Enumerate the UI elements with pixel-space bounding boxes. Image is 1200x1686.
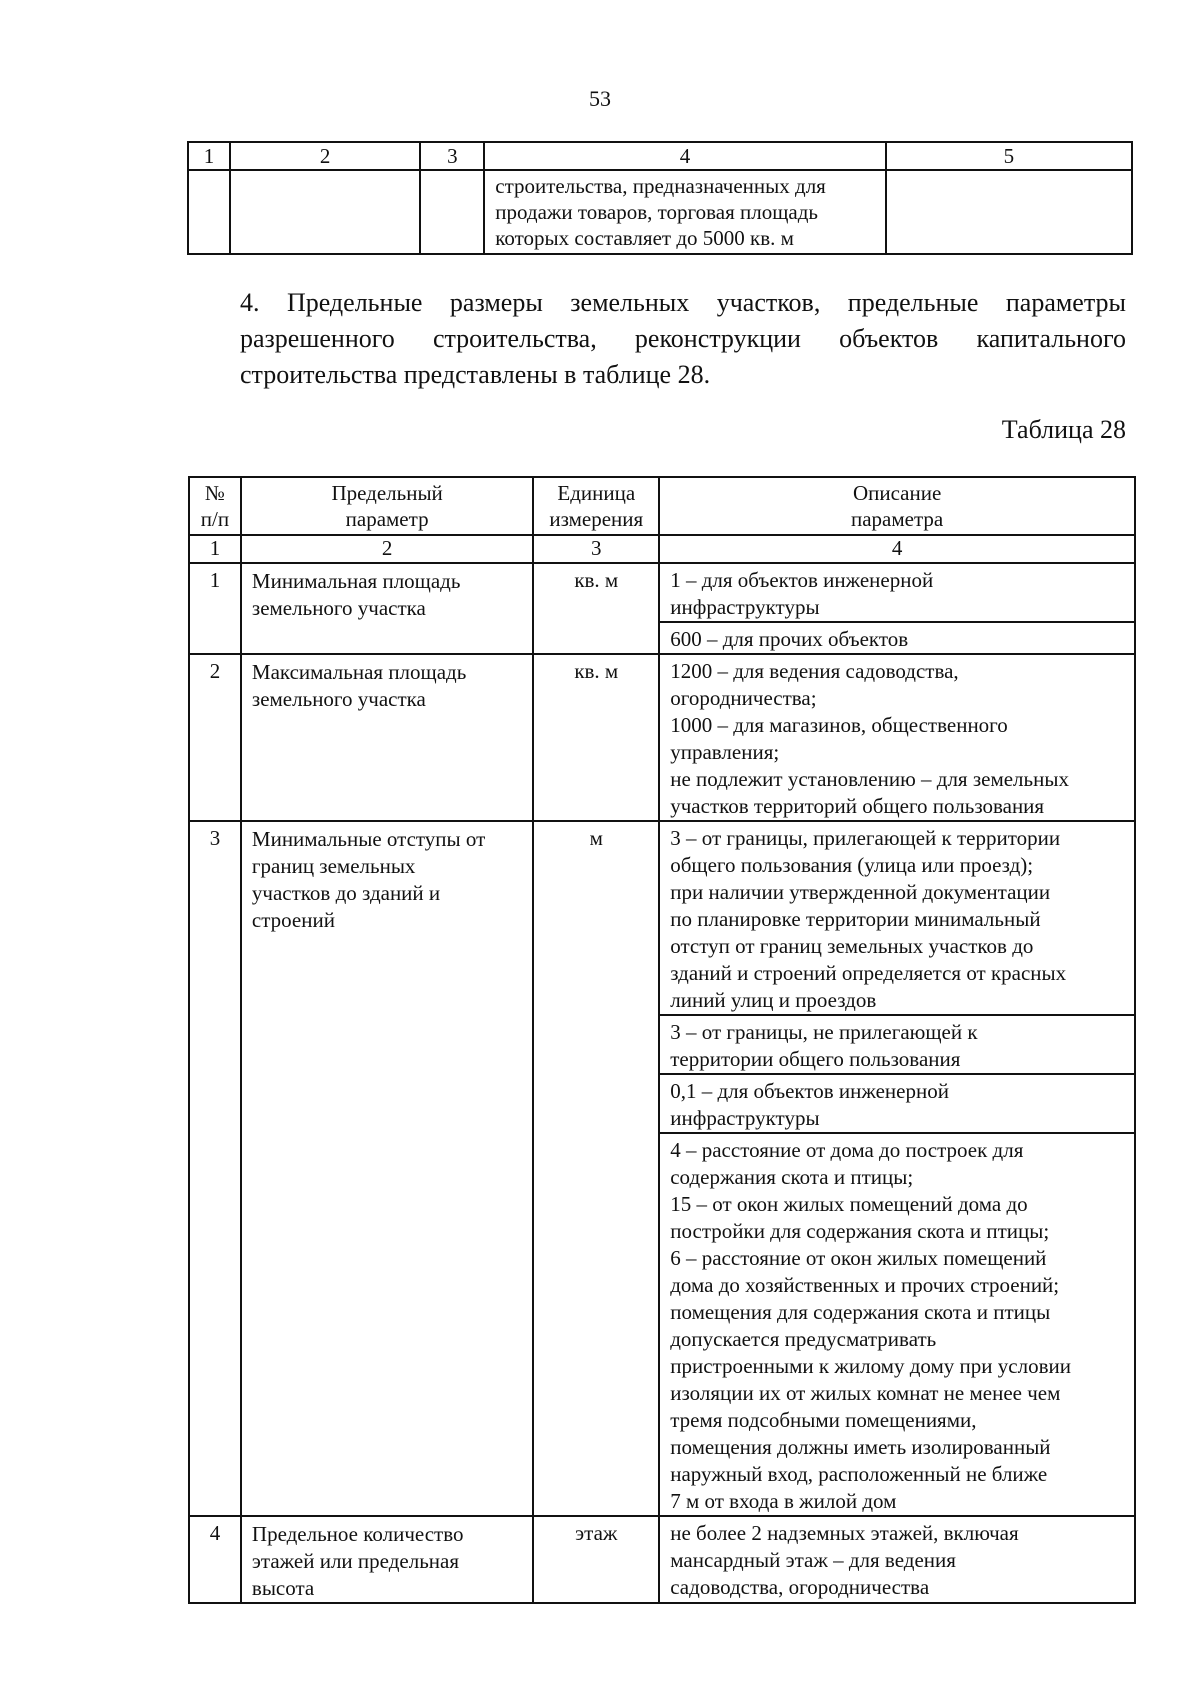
table-header-row [189, 477, 1135, 535]
param-name [241, 821, 533, 1516]
table-cell [484, 170, 885, 254]
description-block [660, 1134, 1134, 1515]
unit: кв. м [533, 654, 659, 821]
column-number-row [189, 535, 1135, 563]
description [659, 821, 1135, 1516]
column-number: 2 [241, 535, 533, 563]
text-line: Максимальная площадь [251, 660, 467, 684]
text-line: изоляции их от жилых комнат не менее чем [670, 1381, 1061, 1405]
text-line: земельного участка [251, 687, 426, 711]
text-line: строительства, предназначенных для [495, 174, 826, 198]
description [659, 654, 1135, 821]
param-name [241, 563, 533, 654]
text-line: территории общего пользования [670, 1047, 961, 1071]
text-line: управления; [670, 740, 780, 764]
unit: м [533, 821, 659, 1516]
row-number: 3 [189, 821, 241, 1516]
text-line: помещения должны иметь изолированный [670, 1435, 1051, 1459]
text-line: Минимальные отступы от [251, 827, 486, 851]
header-line: измерения [549, 507, 644, 531]
text-line: содержания скота и птицы; [670, 1165, 914, 1189]
text-line: 3 – от границы, прилегающей к территории [670, 826, 1061, 850]
row-number: 1 [189, 563, 241, 654]
cell-text [485, 171, 884, 251]
description [659, 563, 1135, 654]
text-line: Минимальная площадь [251, 569, 461, 593]
page-number: 53 [589, 86, 611, 111]
text-line: постройки для содержания скота и птицы; [670, 1219, 1050, 1243]
header-cell: 4 [484, 142, 885, 170]
row-number: 2 [189, 654, 241, 821]
text-line: 1200 – для ведения садоводства, [670, 659, 959, 683]
text-line: продажи товаров, торговая площадь [495, 200, 818, 224]
header-line: № [204, 481, 225, 505]
text-line: земельного участка [251, 596, 426, 620]
param-name [241, 654, 533, 821]
text-line: границ земельных [251, 854, 416, 878]
text-line: 7 м от входа в жилой дом [670, 1489, 897, 1513]
text-line: 6 – расстояние от окон жилых помещений [670, 1246, 1047, 1270]
description-block [660, 564, 1134, 623]
header-param [241, 477, 533, 535]
text-line: инфраструктуры [670, 1106, 820, 1130]
table-body [189, 563, 1135, 1603]
text-line: участков территорий общего пользования [670, 794, 1045, 818]
text-line: 15 – от окон жилых помещений дома до [670, 1192, 1028, 1216]
header-line: параметр [345, 507, 429, 531]
table-cell [886, 170, 1132, 254]
continuation-table [187, 141, 1133, 255]
text-line: инфраструктуры [670, 595, 820, 619]
description-block [660, 623, 1134, 653]
text-line: Предельное количество [251, 1522, 464, 1546]
header-cell: 2 [230, 142, 421, 170]
header-cell: 1 [188, 142, 230, 170]
text-line: по планировке территории минимальный [670, 907, 1041, 931]
text-line: садоводства, огородничества [670, 1575, 930, 1599]
param-name [241, 1516, 533, 1603]
table-row [189, 1516, 1135, 1603]
text-line: тремя подсобными помещениями, [670, 1408, 977, 1432]
text-line: наружный вход, расположенный не ближе [670, 1462, 1048, 1486]
description [659, 1516, 1135, 1603]
column-number: 1 [189, 535, 241, 563]
table-cell [230, 170, 421, 254]
text-line: дома до хозяйственных и прочих строений; [670, 1273, 1060, 1297]
text-line: линий улиц и проездов [670, 988, 877, 1012]
table-row [189, 821, 1135, 1516]
header-line: Единица [557, 481, 636, 505]
paragraph-text: 4. Предельные размеры земельных участков, предельные параметры разрешенного строительства, реконструкции объектов капитального строительства представлены в таблице 28. [240, 288, 1126, 389]
table-row [188, 170, 1132, 254]
table-row [189, 654, 1135, 821]
text-line: этажей или предельная [251, 1549, 459, 1573]
header-num [189, 477, 241, 535]
table-28 [188, 476, 1136, 1604]
table-cell [420, 170, 484, 254]
text-line: 4 – расстояние от дома до построек для [670, 1138, 1024, 1162]
text-line: общего пользования (улица или проезд); [670, 853, 1034, 877]
column-number: 3 [533, 535, 659, 563]
text-line: 1 – для объектов инженерной [670, 568, 934, 592]
text-line: 600 – для прочих объектов [670, 627, 909, 651]
column-number: 4 [659, 535, 1135, 563]
body-paragraph [176, 285, 1126, 393]
header-desc [659, 477, 1135, 535]
header-cell: 3 [420, 142, 484, 170]
text-line: допускается предусматривать [670, 1327, 937, 1351]
header-cell: 5 [886, 142, 1132, 170]
text-line: огородничества; [670, 686, 817, 710]
row-number: 4 [189, 1516, 241, 1603]
text-line: высота [251, 1576, 315, 1600]
text-line: не более 2 надземных этажей, включая [670, 1521, 1019, 1545]
text-line: 3 – от границы, не прилегающей к [670, 1020, 978, 1044]
table-row [189, 563, 1135, 654]
text-line: 0,1 – для объектов инженерной [670, 1079, 949, 1103]
text-line: при наличии утвержденной документации [670, 880, 1051, 904]
text-line: отступ от границ земельных участков до [670, 934, 1034, 958]
header-line: параметра [850, 507, 944, 531]
text-line: 1000 – для магазинов, общественного [670, 713, 1008, 737]
text-line: зданий и строений определяется от красных [670, 961, 1067, 985]
header-line: Предельный [331, 481, 443, 505]
header-line: Описание [852, 481, 942, 505]
description-block [660, 822, 1134, 1016]
description-block [660, 655, 1134, 820]
continuation-table-header [188, 142, 1132, 170]
unit: кв. м [533, 563, 659, 654]
description-block [660, 1075, 1134, 1134]
text-line: которых составляет до 5000 кв. м [495, 226, 794, 250]
text-line: не подлежит установлению – для земельных [670, 767, 1069, 791]
header-line: п/п [200, 507, 230, 531]
text-line: участков до зданий и [251, 881, 441, 905]
text-line: строений [251, 908, 335, 932]
text-line: пристроенными к жилому дому при условии [670, 1354, 1071, 1378]
header-unit [533, 477, 659, 535]
description-block [660, 1016, 1134, 1075]
text-line: мансардный этаж – для ведения [670, 1548, 956, 1572]
table-cell [188, 170, 230, 254]
unit: этаж [533, 1516, 659, 1603]
description-block [660, 1517, 1134, 1601]
text-line: помещения для содержания скота и птицы [670, 1300, 1051, 1324]
table-caption: Таблица 28 [1001, 415, 1126, 444]
